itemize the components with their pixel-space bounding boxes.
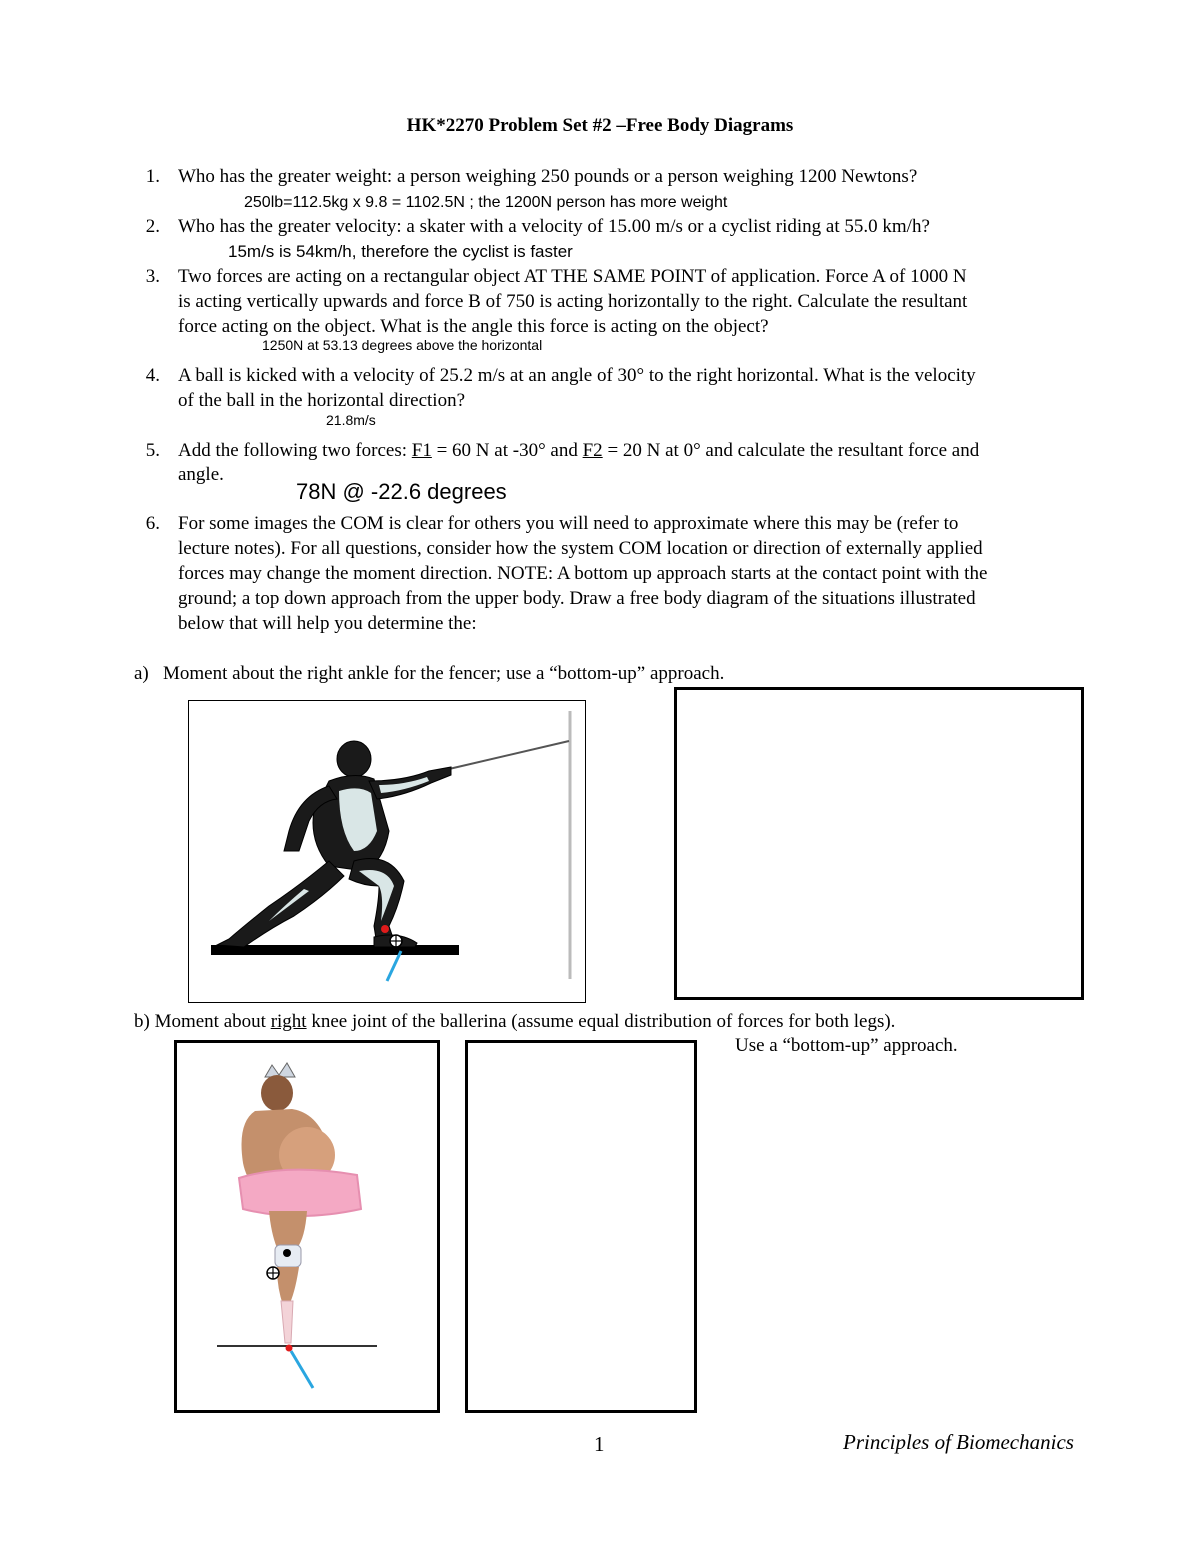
question-2-number: 2. [145, 216, 160, 237]
com-symbol [390, 935, 402, 947]
fencer-figure [217, 741, 451, 947]
part-b-post: knee joint of the ballerina (assume equal distribution of forces for both legs). [306, 1011, 896, 1032]
question-6-line-5: below that will help you determine the: [178, 613, 477, 634]
question-4-line-1: A ball is kicked with a velocity of 25.2 m/s at an angle of 30° to the right horizontal. What is the velocity [178, 365, 976, 386]
question-5-post: = 20 N at 0° and calculate the resultant force and [602, 440, 980, 461]
question-6-line-4: ground; a top down approach from the upper body. Draw a free body diagram of the situations illustrated [178, 588, 976, 609]
force-f1-label: F1 [411, 440, 432, 461]
ballerina-image-frame [174, 1040, 440, 1413]
question-5-answer: 78N @ -22.6 degrees [296, 479, 507, 504]
course-name: Principles of Biomechanics [843, 1430, 1074, 1454]
page-number: 1 [594, 1432, 605, 1456]
question-4-line-2: of the ball in the horizontal direction? [178, 390, 466, 411]
question-4-answer: 21.8m/s [326, 412, 376, 428]
question-5-pre: Add the following two forces: [178, 440, 412, 461]
question-2-text: Who has the greater velocity: a skater with a velocity of 15.00 m/s or a cyclist riding at 55.0 km/h? [178, 216, 930, 237]
question-5-line-2: angle. [178, 464, 224, 485]
question-3-line-2: is acting vertically upwards and force B of 750 is acting horizontally to the right. Calculate the resultant [178, 291, 968, 312]
foil-blade [449, 741, 569, 769]
part-a-prompt: a) Moment about the right ankle for the fencer; use a “bottom-up” approach. [134, 663, 725, 684]
ballerina-illustration [177, 1043, 437, 1410]
ankle-marker [381, 925, 389, 933]
question-4-number: 4. [145, 365, 160, 386]
force-f2-label: F2 [582, 440, 603, 461]
question-1-number: 1. [145, 166, 160, 187]
question-3-line-1: Two forces are acting on a rectangular object AT THE SAME POINT of application. Force A of 1000 N [178, 266, 967, 287]
ground-reaction-arrow [387, 951, 401, 981]
question-2-answer: 15m/s is 54km/h, therefore the cyclist is faster [228, 242, 573, 261]
ballerina-figure [239, 1063, 361, 1343]
part-b-underlined: right [270, 1011, 307, 1032]
question-6-line-1: For some images the COM is clear for others you will need to approximate where this may be (refer to [178, 513, 959, 534]
part-b-approach: Use a “bottom-up” approach. [735, 1035, 958, 1056]
question-5-number: 5. [145, 440, 160, 461]
question-1-answer: 250lb=112.5kg x 9.8 = 1102.5N ; the 1200N person has more weight [244, 194, 728, 211]
fencer-image-frame [188, 700, 586, 1003]
question-3-number: 3. [145, 266, 160, 287]
ground-reaction-arrow [291, 1351, 313, 1388]
fencer-answer-box[interactable] [674, 687, 1084, 1000]
part-b-pre: b) Moment about [134, 1011, 271, 1032]
question-5-line-1 [178, 438, 1103, 463]
question-6-number: 6. [145, 513, 160, 534]
question-6-line-2: lecture notes). For all questions, consider how the system COM location or direction of externally applied [178, 538, 983, 559]
knee-marker [283, 1249, 291, 1257]
question-3-answer: 1250N at 53.13 degrees above the horizontal [262, 337, 543, 353]
ballerina-answer-box[interactable] [465, 1040, 697, 1413]
page-title: HK*2270 Problem Set #2 –Free Body Diagrams [406, 115, 794, 136]
fencer-illustration [189, 701, 584, 1001]
question-5-mid: = 60 N at -30° and [431, 440, 583, 461]
question-6-line-3: forces may change the moment direction. NOTE: A bottom up approach starts at the contact point with the [178, 563, 988, 584]
question-3-line-3: force acting on the object. What is the angle this force is acting on the object? [178, 316, 769, 337]
com-symbol [267, 1267, 279, 1279]
ground-bar [211, 945, 459, 955]
part-b-prompt [134, 1009, 895, 1034]
contact-marker [286, 1345, 293, 1352]
question-1-text: Who has the greater weight: a person weighing 250 pounds or a person weighing 1200 Newtons? [178, 166, 918, 187]
